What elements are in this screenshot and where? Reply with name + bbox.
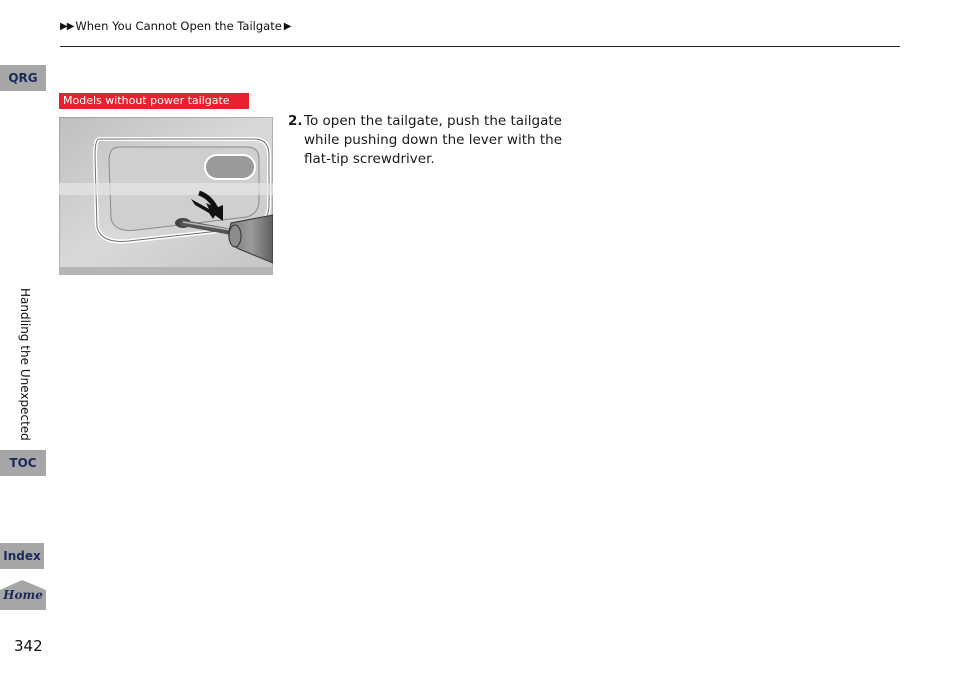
home-button-label: Home [3,588,43,602]
home-button[interactable] [0,580,48,610]
page-number: 342 [14,637,43,655]
section-label: Handling the Unexpected [18,288,32,441]
tailgate-lever-screwdriver-illustration [59,117,273,275]
breadcrumb-title[interactable]: When You Cannot Open the Tailgate [75,19,282,33]
toc-button-label: TOC [9,456,37,470]
header-divider [60,46,900,47]
toc-button[interactable] [0,450,46,476]
qrg-button[interactable] [0,65,46,91]
index-button[interactable] [0,543,44,569]
breadcrumb-arrow-icon: ▶ [283,20,291,32]
model-applicability-tag: Models without power tailgate [59,93,249,109]
step-number: 2. [288,113,303,129]
breadcrumb-arrows-icon: ▶▶ [60,20,74,32]
breadcrumb [60,19,291,33]
qrg-button-label: QRG [8,71,38,85]
index-button-label: Index [3,549,41,563]
step-text: To open the tailgate, push the tailgate while pushing down the lever with the flat-tip screwdriver. [304,113,563,167]
